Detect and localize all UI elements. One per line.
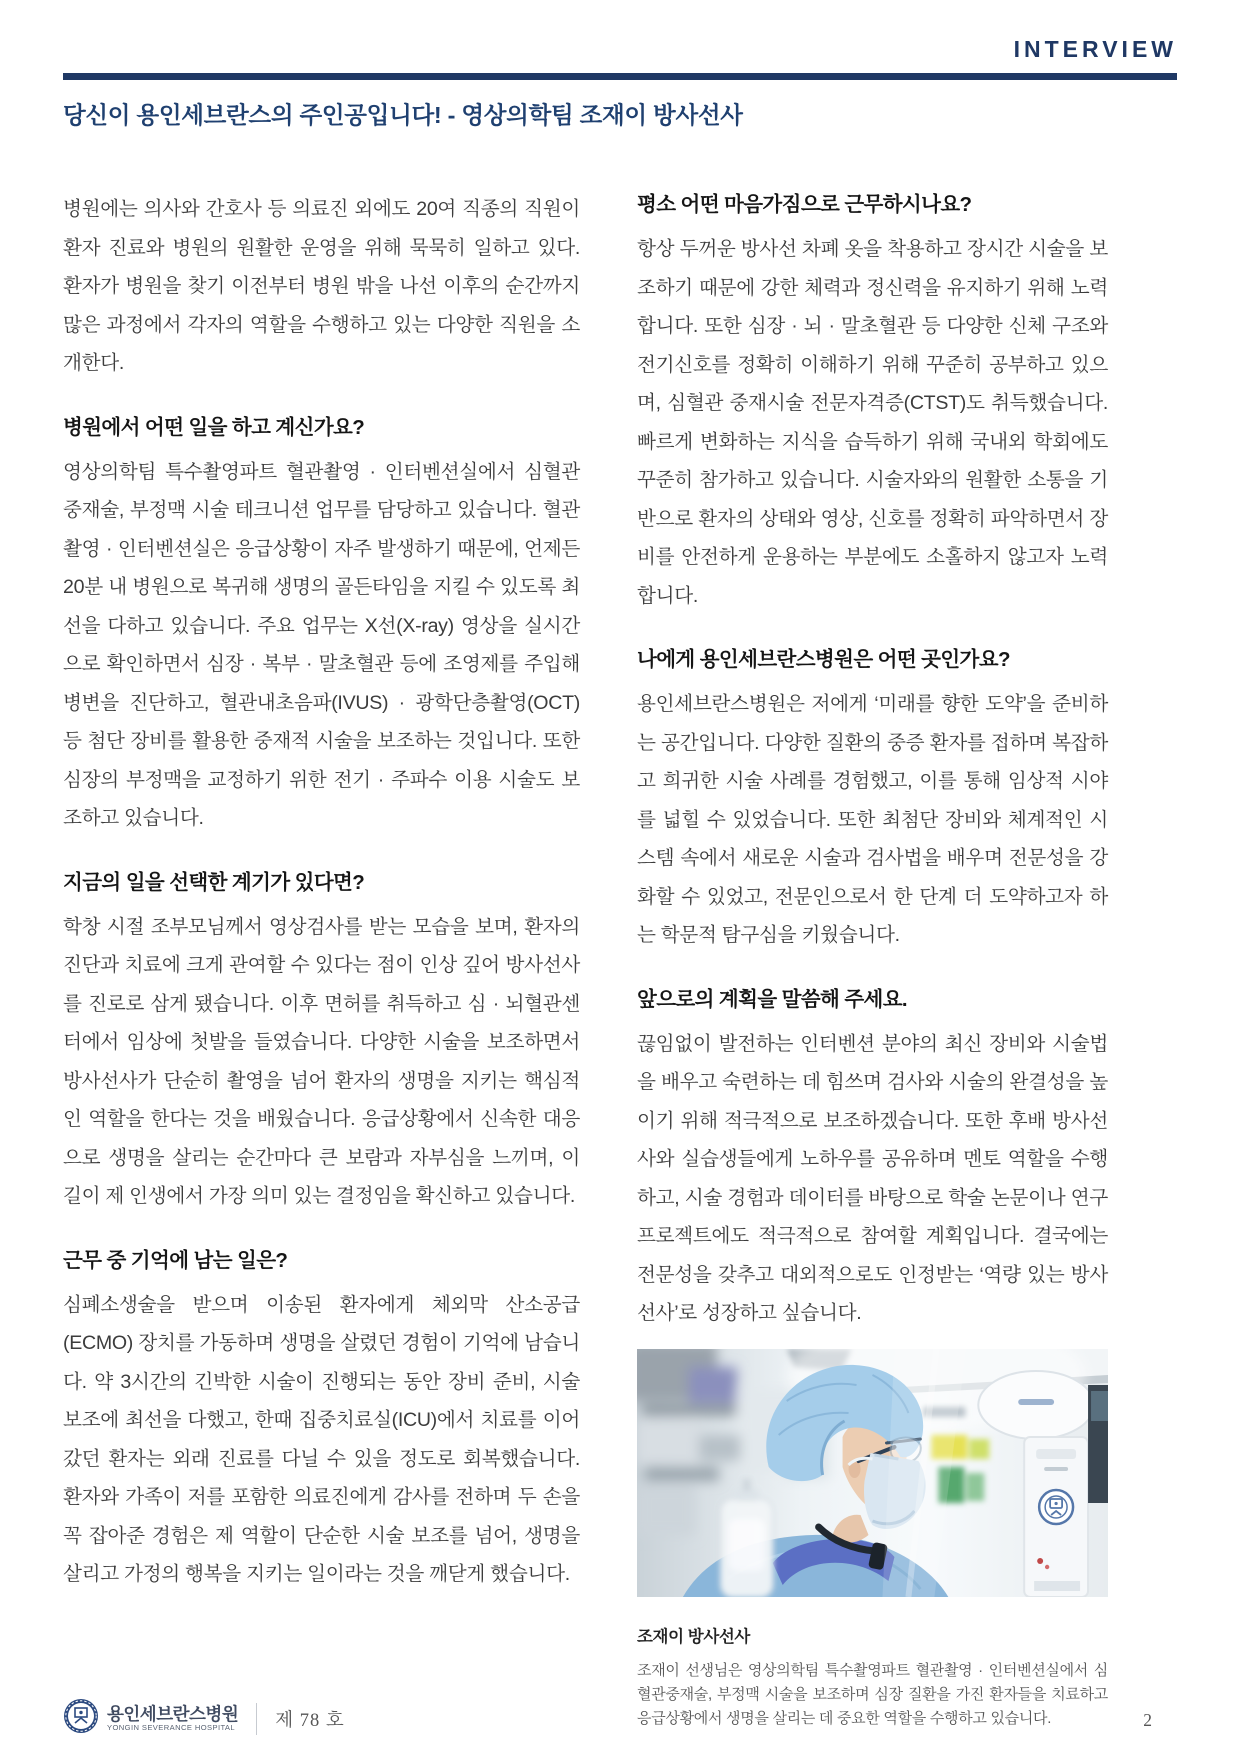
question-heading-4: 평소 어떤 마음가짐으로 근무하시나요? bbox=[637, 193, 972, 216]
answer-paragraph-3: 심폐소생술을 받으며 이송된 환자에게 체외막 산소공급(ECMO) 장치를 가동하며 생명을 살렸던 경험이 기억에 남습니다. 약 3시간의 긴박한 시술이 진행되는 동안 장비 준비, 시술 보조에 최선을 다했고, 한때 집중치료실(ICU)에서 치료를 이어갔던 환자는 외래 진료를 다닐 수 있을 정도로 회복했습니다. 환자와 가족이 저를 포함한 의료진에게 감사를 전하며 두 손을 꼭 잡아준 경험은 제 역할이 단순한 시술 보조를 넘어, 생명을 살리고 가정의 행복을 지키는 일이라는 것을 깨닫게 했습니다. bbox=[63, 1293, 580, 1585]
answer-paragraph-1: 영상의학팀 특수촬영파트 혈관촬영 · 인터벤션실에서 심혈관 중재술, 부정맥 시술 테크니션 업무를 담당하고 있습니다. 혈관촬영 · 인터벤션실은 응급상황이 자주 발생하기 때문에, 언제든 20분 내 병원으로 복귀해 생명의 골든타임을 지킬 수 있도록 최선을 다하고 있습니다. 주요 업무는 X선(X-ray) 영상을 실시간으로 확인하면서 심장 · 복부 · 말초혈관 등에 조영제를 주입해 병변을 진단하고, 혈관내초음파(IVUS) · 광학단층촬영(OCT) 등 첨단 장비를 활용한 중재적 시술을 보조하는 것입니다. 또한 심장의 부정맥을 교정하기 위한 전기 · 주파수 이용 시술도 보조하고 있습니다. bbox=[63, 460, 580, 829]
question-heading-6: 앞으로의 계획을 말씀해 주세요. bbox=[637, 987, 908, 1011]
page-number: 2 bbox=[1143, 1710, 1152, 1730]
issue-number: 제 78 호 bbox=[275, 1710, 345, 1731]
answer-paragraph-6: 끊임없이 발전하는 인터벤션 분야의 최신 장비와 시술법을 배우고 숙련하는 데 힘쓰며 검사와 시술의 완결성을 높이기 위해 적극적으로 보조하겠습니다. 또한 후배 방사선사와 실습생들에게 노하우를 공유하며 멘토 역할을 수행하고, 시술 경험과 데이터를 바탕으로 학술 논문이나 연구 프로젝트에도 적극적으로 참여할 계획입니다. 결국에는 전문성을 갖추고 대외적으로도 인정받는 ‘역량 있는 방사선사’로 성장하고 싶습니다. bbox=[637, 1032, 1108, 1324]
question-heading-3: 근무 중 기억에 남는 일은? bbox=[63, 1248, 288, 1272]
question-heading-1: 병원에서 어떤 일을 하고 계신가요? bbox=[63, 415, 365, 439]
interview-photo bbox=[637, 1349, 1108, 1597]
footer-divider bbox=[256, 1703, 257, 1735]
section-kicker: INTERVIEW bbox=[1013, 36, 1177, 62]
article-title: 당신이 용인세브란스의 주인공입니다! - 영상의학팀 조재이 방사선사 bbox=[63, 102, 743, 128]
answer-paragraph-4: 항상 두꺼운 방사선 차폐 옷을 착용하고 장시간 시술을 보조하기 때문에 강한 체력과 정신력을 유지하기 위해 노력합니다. 또한 심장 · 뇌 · 말초혈관 등 다양한 신체 구조와 전기신호를 정확히 이해하기 위해 꾸준히 공부하고 있으며, 심혈관 중재시술 전문자격증(CTST)도 취득했습니다. 빠르게 변화하는 지식을 습득하기 위해 국내외 학회에도 꾸준히 참가하고 있습니다. 시술자와의 원활한 소통을 기반으로 환자의 상태와 영상, 신호를 정확히 파악하면서 장비를 안전하게 운용하는 부분에도 소홀하지 않고자 노력합니다. bbox=[637, 238, 1108, 607]
answer-paragraph-2: 학창 시절 조부모님께서 영상검사를 받는 모습을 보며, 환자의 진단과 치료에 크게 관여할 수 있다는 점이 인상 깊어 방사선사를 진로로 삼게 됐습니다. 이후 면허를 취득하고 심 · 뇌혈관센터에서 임상에 첫발을 들였습니다. 다양한 시술을 보조하면서 방사선사가 단순히 촬영을 넘어 환자의 생명을 지키는 핵심적인 역할을 한다는 것을 배웠습니다. 응급상황에서 신속한 대응으로 생명을 살리는 순간마다 큰 보람과 자부심을 느끼며, 이 길이 제 인생에서 가장 의미 있는 결정임을 확신하고 있습니다. bbox=[63, 915, 580, 1207]
hospital-logotype bbox=[107, 1705, 238, 1733]
hospital-name-en: YONGIN SEVERANCE HOSPITAL bbox=[107, 1722, 236, 1732]
right-column bbox=[637, 190, 1108, 1731]
photo-caption-text: 조재이 선생님은 영상의학팀 특수촬영파트 혈관촬영 · 인터벤션실에서 심혈관중재술, 부정맥 시술을 보조하며 심장 질환을 가진 환자들을 치료하고 응급상황에서 생명을 살리는 데 중요한 역할을 수행하고 있습니다. bbox=[637, 1661, 1108, 1727]
photo-caption-title: 조재이 방사선사 bbox=[637, 1627, 750, 1646]
question-heading-2: 지금의 일을 선택한 계기가 있다면? bbox=[63, 870, 365, 894]
question-heading-5: 나에게 용인세브란스병원은 어떤 곳인가요? bbox=[637, 648, 1010, 671]
hospital-logo-icon bbox=[63, 1698, 99, 1739]
header-rule bbox=[63, 73, 1177, 80]
left-column bbox=[63, 190, 580, 1594]
answer-paragraph-5: 용인세브란스병원은 저에게 ‘미래를 향한 도약’을 준비하는 공간입니다. 다양한 질환의 중증 환자를 접하며 복잡하고 희귀한 시술 사례를 경험했고, 이를 통해 임상적 시야를 넓힐 수 있었습니다. 또한 최첨단 장비와 체계적인 시스템 속에서 새로운 시술과 검사법을 배우며 전문성을 강화할 수 있었고, 전문인으로서 한 단계 더 도약하고자 하는 학문적 탐구심을 키웠습니다. bbox=[637, 693, 1108, 946]
photo-caption bbox=[637, 1623, 1108, 1731]
intro-paragraph: 병원에는 의사와 간호사 등 의료진 외에도 20여 직종의 직원이 환자 진료와 병원의 원활한 운영을 위해 묵묵히 일하고 있다. 환자가 병원을 찾기 이전부터 병원 밖을 나선 이후의 순간까지 많은 과정에서 각자의 역할을 수행하고 있는 다양한 직원을 소개한다. bbox=[63, 198, 580, 374]
hospital-name-ko: 용인세브란스병원 bbox=[107, 1703, 239, 1724]
interview-figure bbox=[637, 1349, 1108, 1731]
footer bbox=[63, 1698, 345, 1739]
